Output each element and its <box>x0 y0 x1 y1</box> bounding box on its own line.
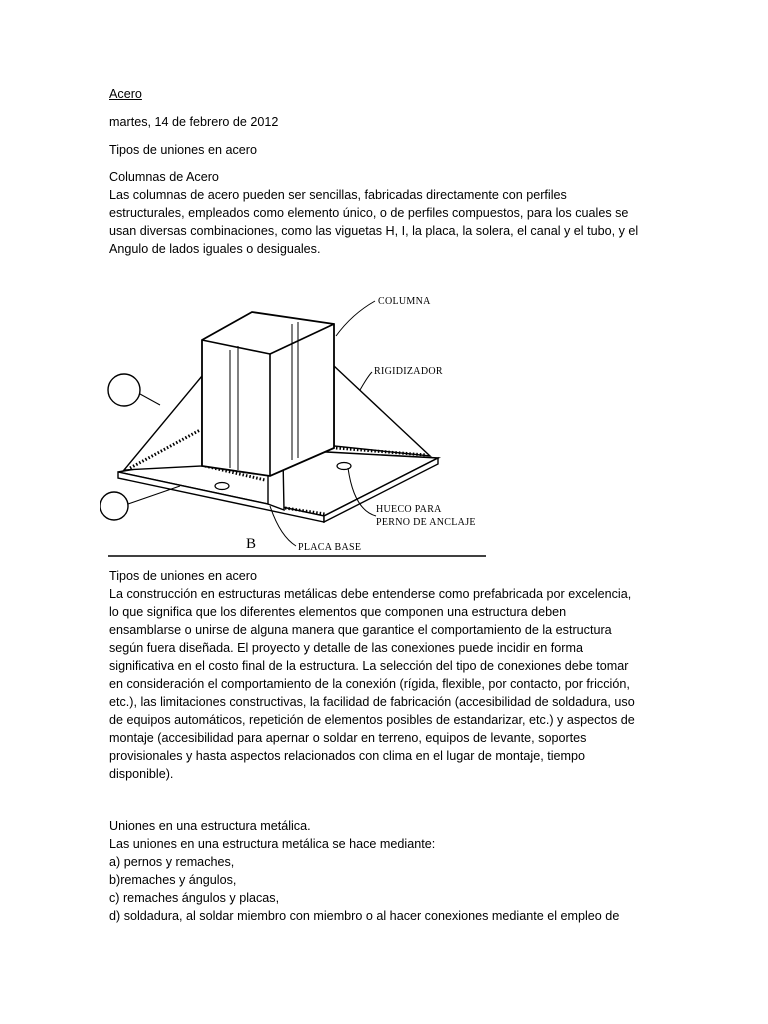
label-rigidizador: RIGIDIZADOR <box>374 366 443 377</box>
column-base-drawing <box>100 280 500 560</box>
doc-title: Acero <box>109 87 142 101</box>
text-line: Las uniones en una estructura metálica se hace mediante: <box>109 837 436 851</box>
section-uniones-estructura <box>109 817 655 925</box>
list-item: b)remaches y ángulos, <box>109 873 237 887</box>
text-line: etc.), las limitaciones constructivas, la facilidad de fabricación (accesibilidad de soldadura, uso <box>109 695 635 709</box>
section-columnas <box>109 168 655 258</box>
text-line: montaje (accesibilidad para apernar o soldar en terreno, equipos de levante, soportes <box>109 731 587 745</box>
list-item: d) soldadura, al soldar miembro con miembro o al hacer conexiones mediante el empleo de <box>109 909 620 923</box>
section-heading: Uniones en una estructura metálica. <box>109 819 311 833</box>
label-columna: COLUMNA <box>378 296 431 307</box>
text-line: usan diversas combinaciones, como las viguetas H, I, la placa, la solera, el canal y el tubo, y el <box>109 224 639 238</box>
text-line: significativa en el costo final de la estructura. La selección del tipo de conexiones debe tomar <box>109 659 629 673</box>
list-item: a) pernos y remaches, <box>109 855 235 869</box>
label-b: B <box>246 536 257 552</box>
text-line: ensamblarse o unirse de alguna manera que garantice el comportamiento de la estructura <box>109 623 612 637</box>
label-hueco-2: PERNO DE ANCLAJE <box>376 517 476 528</box>
section-heading: Tipos de uniones en acero <box>109 569 257 583</box>
text-line: según fuera diseñada. El proyecto y detalle de las conexiones puede incidir en forma <box>109 641 583 655</box>
section-heading: Columnas de Acero <box>109 170 219 184</box>
doc-date: martes, 14 de febrero de 2012 <box>109 115 279 129</box>
label-hueco-1: HUECO PARA <box>376 504 442 515</box>
column-base-figure <box>100 280 500 560</box>
text-line: de equipos automáticos, repetición de elementos posibles de estandarizar, etc.) y aspectos de <box>109 713 635 727</box>
text-line: Las columnas de acero pueden ser sencillas, fabricadas directamente con perfiles <box>109 188 567 202</box>
section-tipos-uniones <box>109 567 655 783</box>
text-line: La construcción en estructuras metálicas debe entenderse como prefabricada por excelencia, <box>109 587 632 601</box>
text-line: en consideración el comportamiento de la conexión (rígida, flexible, por contacto, por fricción, <box>109 677 630 691</box>
label-placa-base: PLACA BASE <box>298 542 362 553</box>
text-line: disponible). <box>109 767 174 781</box>
text-line: estructurales, empleados como elemento único, o de perfiles compuestos, para los cuales se <box>109 206 629 220</box>
text-line: lo que significa que los diferentes elementos que componen una estructura deben <box>109 605 567 619</box>
text-line: Angulo de lados iguales o desiguales. <box>109 242 321 256</box>
doc-heading: Tipos de uniones en acero <box>109 143 257 157</box>
text-line: provisionales y hasta aspectos relacionados con clima en el lugar de montaje, tiempo <box>109 749 586 763</box>
list-item: c) remaches ángulos y placas, <box>109 891 280 905</box>
